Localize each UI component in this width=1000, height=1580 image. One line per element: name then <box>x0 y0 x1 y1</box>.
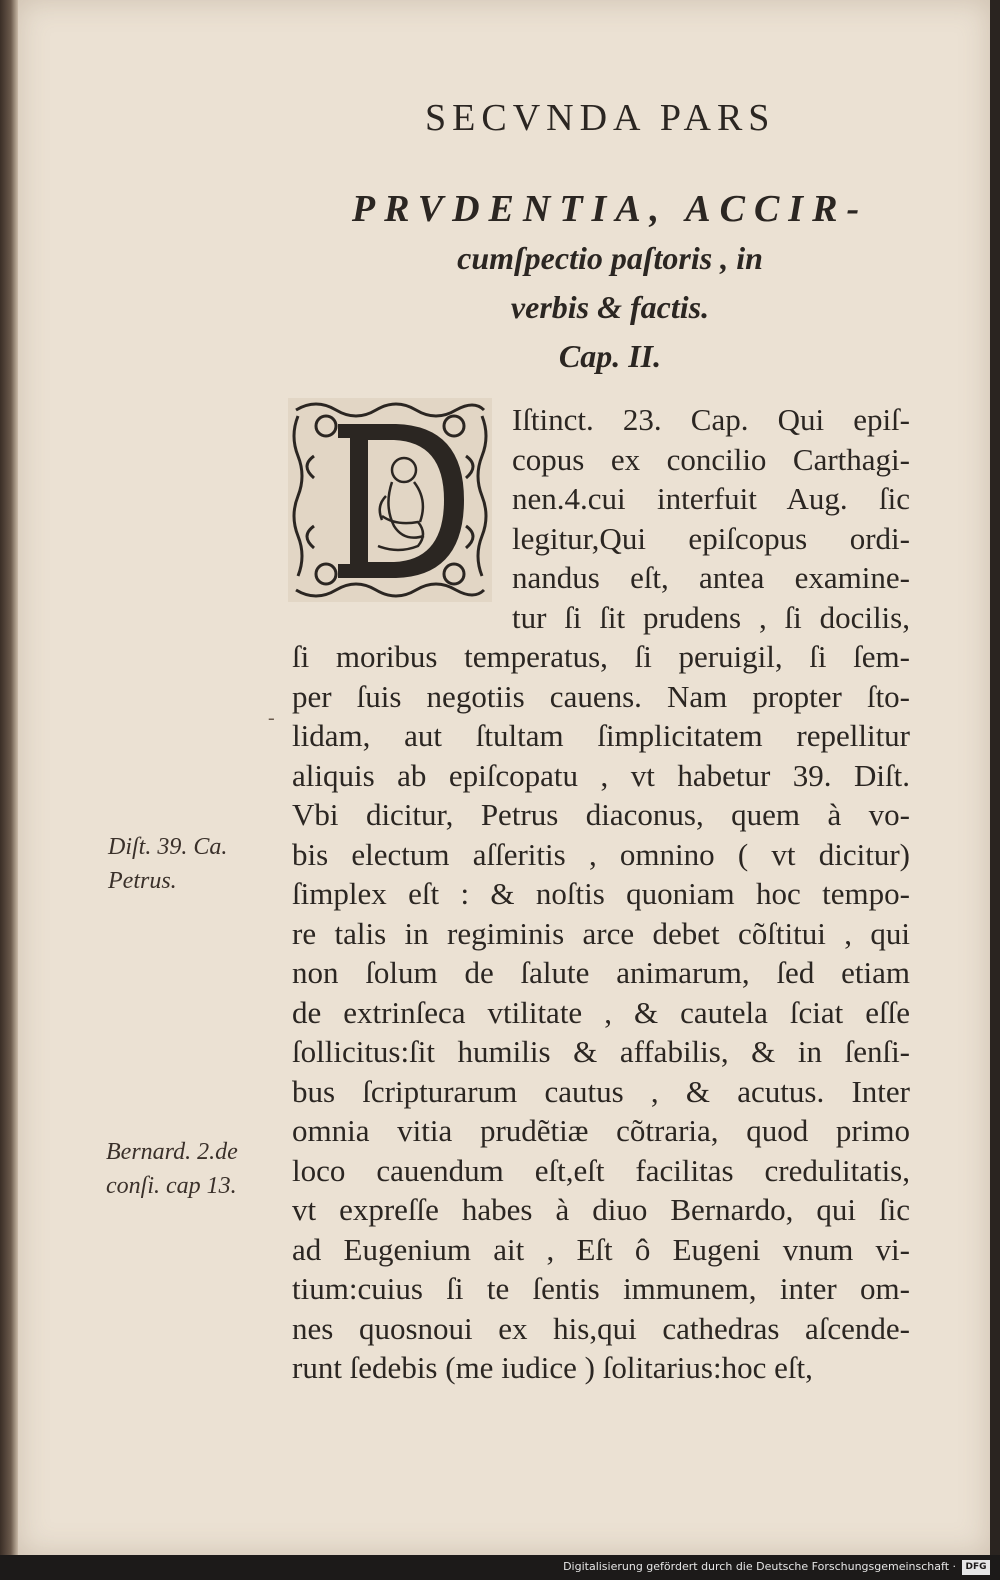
text-line: ad Eugenium ait , Eſt ô Eugeni vnum vi- <box>292 1231 910 1267</box>
page-edge <box>0 0 18 1555</box>
text-line: ſimplex eſt : & noſtis quoniam hoc tempo- <box>292 876 910 911</box>
text-line: ſi moribus temperatus, ſi peruigil, ſi ſem- <box>292 639 910 674</box>
marginal-note-line: Petrus. <box>108 868 177 894</box>
text-line: loco cauendum eſt,eſt facilitas credulitatis, <box>292 1152 910 1188</box>
digitization-footer <box>0 1555 1000 1580</box>
margin-dash: - <box>268 707 275 729</box>
marginal-note-line: Diſt. 39. Ca. <box>108 834 228 860</box>
text-line: vt expreſſe habes à diuo Bernardo, qui ſic <box>292 1192 910 1227</box>
dfg-logo: DFG <box>962 1560 990 1575</box>
body-text-beside-initial <box>512 400 910 637</box>
text-line: non ſolum de ſalute animarum, ſed etiam <box>292 955 910 990</box>
text-line: aliquis ab epiſcopatu , vt habetur 39. Diſt. <box>292 757 910 793</box>
text-line: ſollicitus:ſit humilis & affabilis, & in ſenſi- <box>292 1034 910 1069</box>
text-line: runt ſedebis (me iudice ) ſolitarius:hoc eſt, <box>292 1350 813 1385</box>
chapter-number: Cap. II. <box>558 338 662 374</box>
running-head: SECVNDA PARS <box>425 97 776 139</box>
body-text <box>292 637 910 1388</box>
marginal-note-dist-39 <box>108 830 227 898</box>
text-line: bis electum aſſeritis , omnino ( vt dicitur) <box>292 836 910 872</box>
chapter-title <box>280 185 940 381</box>
text-line: tur ſi ſit prudens , ſi docilis, <box>512 599 910 635</box>
decorated-initial-d <box>286 396 494 604</box>
marginal-note-line: Bernard. 2.de <box>106 1139 238 1165</box>
chapter-title-line-1: PRVDENTIA, ACCIR- <box>351 188 869 230</box>
text-line: nes quosnoui ex his,qui cathedras aſcende- <box>292 1310 910 1346</box>
text-line: nandus eſt, antea examine- <box>512 560 910 595</box>
text-line: nen.4.cui interfuit Aug. ſic <box>512 481 910 516</box>
chapter-title-line-3: verbis & factis. <box>510 289 710 325</box>
funding-notice: Digitalisierung gefördert durch die Deutsche Forschungsgemeinschaft · <box>563 1560 956 1573</box>
text-line: copus ex concilio Carthagi- <box>512 441 910 477</box>
text-line: lidam, aut ſtultam ſimplicitatem repellitur <box>292 718 910 753</box>
text-line: de extrinſeca vtilitate , & cautela ſciat eſſe <box>292 994 910 1030</box>
text-line: legitur,Qui epiſcopus ordi- <box>512 520 910 556</box>
text-line: Vbi dicitur, Petrus diaconus, quem à vo- <box>292 797 910 832</box>
text-line: omnia vitia prudẽtiæ cõtraria, quod primo <box>292 1113 910 1148</box>
chapter-title-line-2: cumſpectio paſtoris , in <box>457 240 763 276</box>
text-line: tium:cuius ſi te ſentis immunem, inter om- <box>292 1271 910 1306</box>
text-line: re talis in regiminis arce debet cõſtitui , qui <box>292 915 910 951</box>
marginal-note-bernard <box>106 1135 238 1203</box>
text-line: bus ſcripturarum cautus , & acutus. Inter <box>292 1073 910 1109</box>
marginal-note-line: conſi. cap 13. <box>106 1173 237 1199</box>
text-line: per ſuis negotiis cauens. Nam propter ſto- <box>292 678 910 714</box>
text-line: Iſtinct. 23. Cap. Qui epiſ- <box>512 402 910 437</box>
